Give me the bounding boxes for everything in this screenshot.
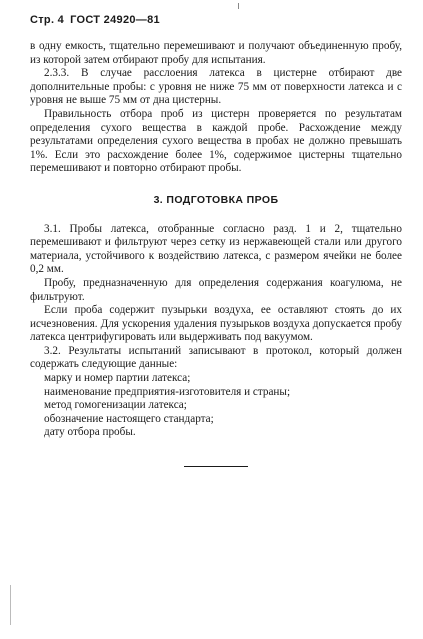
page-number: Стр. 4 — [30, 14, 65, 26]
list-item: метод гомогенизации латекса; — [44, 399, 187, 412]
page-header — [30, 14, 160, 26]
paragraph-sampling-check: Правильность отбора проб из цистерн проверяется по результатам определения сухого вещества в каждой пробе. Расхождение между результатами определения сухого вещества в пробах не должно превышать 1%. Если это расхождение более 1%, содержимое цистерны тщательно перемешивают и повторно отбирают пробы. — [30, 107, 402, 175]
list-item: наименование предприятия-изготовителя и страны; — [44, 385, 291, 398]
document-body — [30, 40, 402, 467]
paragraph-continuation: в одну емкость, тщательно перемешивают и получают объединенную пробу, из которой затем отбирают пробу для испытания. — [30, 40, 402, 66]
paragraph-air-bubbles: Если проба содержит пузырьки воздуха, ее оставляют стоять до их исчезновения. Для ускорения удаления пузырьков воздуха допускается пробу латекса центрифугировать или выдерживать под вакуумом. — [30, 304, 402, 344]
section-title: 3. ПОДГОТОВКА ПРОБ — [153, 193, 279, 206]
scan-edge-mark — [10, 585, 11, 625]
scan-mark — [238, 3, 239, 9]
end-separator-line — [184, 466, 248, 467]
paragraph-2-3-3: 2.3.3. В случае расслоения латекса в цистерне отбирают две дополнительные пробы: с уровня не ниже 75 мм от поверхности латекса и с уровня не выше 75 мм от дна цистерны. — [30, 67, 402, 107]
list-item: обозначение настоящего стандарта; — [44, 412, 214, 425]
standard-number: ГОСТ 24920—81 — [70, 14, 160, 26]
paragraph-coagulum: Пробу, предназначенную для определения содержания коагулюма, не фильтруют. — [30, 276, 402, 303]
paragraph-3-1: 3.1. Пробы латекса, отобранные согласно разд. 1 и 2, тщательно перемешивают и фильтруют через сетку из нержавеющей стали или другого материала, устойчивого к воздействию латекса, с размером ячейки не более 0,2 мм. — [30, 222, 402, 276]
paragraph-3-2: 3.2. Результаты испытаний записывают в протокол, который должен содержать следующие данные: — [30, 344, 402, 371]
list-item: марку и номер партии латекса; — [44, 372, 191, 385]
list-item: дату отбора пробы. — [44, 426, 136, 439]
